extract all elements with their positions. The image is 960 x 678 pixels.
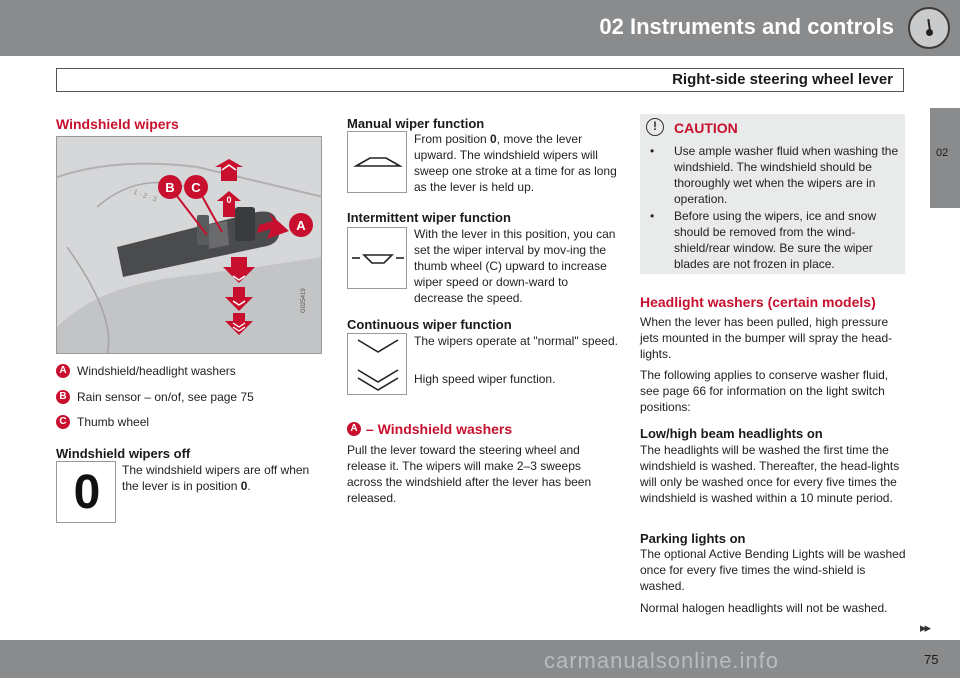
badge-c: C <box>56 415 70 429</box>
page-number: 75 <box>924 652 939 667</box>
legend-item-a <box>56 364 236 378</box>
callout-zero: 0 <box>226 195 232 205</box>
gauge-icon <box>908 7 950 49</box>
chapter-side-tab-label: 02 <box>936 147 949 159</box>
svg-text:· 1 · 2 · 3: · 1 · 2 · 3 <box>128 187 158 204</box>
callout-b: B <box>165 180 175 195</box>
bullet-icon: • <box>650 209 655 223</box>
badge-b: B <box>56 390 70 404</box>
legend-text: Rain sensor – on/of, see page 75 <box>77 390 254 404</box>
section-title: Right-side steering wheel lever <box>672 71 893 88</box>
badge-a: A <box>347 422 361 436</box>
footer-band <box>0 640 960 678</box>
halogen-text: Normal halogen headlights will not be washed. <box>640 601 888 615</box>
high-speed-text: High speed wiper function. <box>414 372 556 386</box>
parking-lights-heading: Parking lights on <box>640 531 746 546</box>
legend-text: Thumb wheel <box>77 415 150 429</box>
parking-lights-text: The optional Active Bending Lights will be washed once for every five times the wind-shield is washed. <box>640 547 906 593</box>
chapter-title: 02 Instruments and controls <box>599 14 894 39</box>
legend-text: Windshield/headlight washers <box>77 364 236 378</box>
callout-c: C <box>191 180 201 195</box>
headlight-washers-heading: Headlight washers (certain models) <box>640 294 876 310</box>
section-bar <box>56 68 904 92</box>
position-zero-icon <box>56 461 116 523</box>
wiper-lever-svg <box>57 137 322 354</box>
caution-item: Before using the wipers, ice and snow should be removed from the wind-shield/rear window. Be sure the wiper blades are not frozen in place. <box>674 209 877 271</box>
normal-speed-text: The wipers operate at "normal" speed. <box>414 334 618 348</box>
conserve-fluid-text: The following applies to conserve washer fluid, see page 66 for information on the light switch positions: <box>640 368 889 414</box>
watermark: carmanualsonline.info <box>544 648 780 673</box>
intermittent-wiper-heading: Intermittent wiper function <box>347 210 511 225</box>
intermittent-wiper-text: With the lever in this position, you can set the wiper interval by mov-ing the thumb wheel (C) upward to increase wiper speed or down-ward to decrease the speed. <box>414 227 616 305</box>
caution-box <box>640 114 905 274</box>
windshield-wipers-heading: Windshield wipers <box>56 116 179 132</box>
caution-title: CAUTION <box>674 120 738 136</box>
manual-wiper-text: From position 0, move the lever upward. The windshield wipers will sweep one stroke at a time for as long as the lever is held up. <box>414 132 617 194</box>
interval-icon <box>347 227 407 289</box>
manual-wiper-heading: Manual wiper function <box>347 116 485 131</box>
low-high-beam-text: The headlights will be washed the first time the windshield is washed. Thereafter, the head-lights will only be washed once for every five times the windshield is washed within a 10 minute period. <box>640 443 900 505</box>
windshield-washers-title: – Windshield washers <box>366 421 513 437</box>
bullet-icon: • <box>650 144 655 158</box>
badge-a: A <box>56 364 70 378</box>
continuous-wiper-heading: Continuous wiper function <box>347 317 512 332</box>
legend-item-b <box>56 390 254 404</box>
legend-item-c <box>56 415 149 429</box>
single-stroke-icon <box>347 131 407 193</box>
wipers-off-text: The windshield wipers are off when the lever is in position 0. <box>122 463 310 493</box>
low-high-beam-heading: Low/high beam headlights on <box>640 426 823 441</box>
wipers-off-heading: Windshield wipers off <box>56 446 191 461</box>
caution-item: Use ample washer fluid when washing the windshield. The windshield should be thoroughly wet when the wipers are in operation. <box>674 144 899 206</box>
wiper-lever-illustration <box>56 136 322 354</box>
windshield-washers-heading <box>347 421 512 437</box>
caution-icon: ! <box>646 118 664 136</box>
headlight-washers-text: When the lever has been pulled, high pressure jets mounted in the bumper will spray the head-lights. <box>640 315 893 361</box>
figure-code: G025419 <box>301 288 307 313</box>
next-page-arrows[interactable]: ▸▸ <box>920 620 930 635</box>
callout-a: A <box>296 218 306 233</box>
windshield-washers-text: Pull the lever toward the steering wheel and release it. The wipers will make 2–3 sweeps across the windshield after the lever has been released. <box>347 443 592 505</box>
continuous-speed-icon <box>347 333 407 395</box>
zero-glyph: 0 <box>73 466 101 519</box>
